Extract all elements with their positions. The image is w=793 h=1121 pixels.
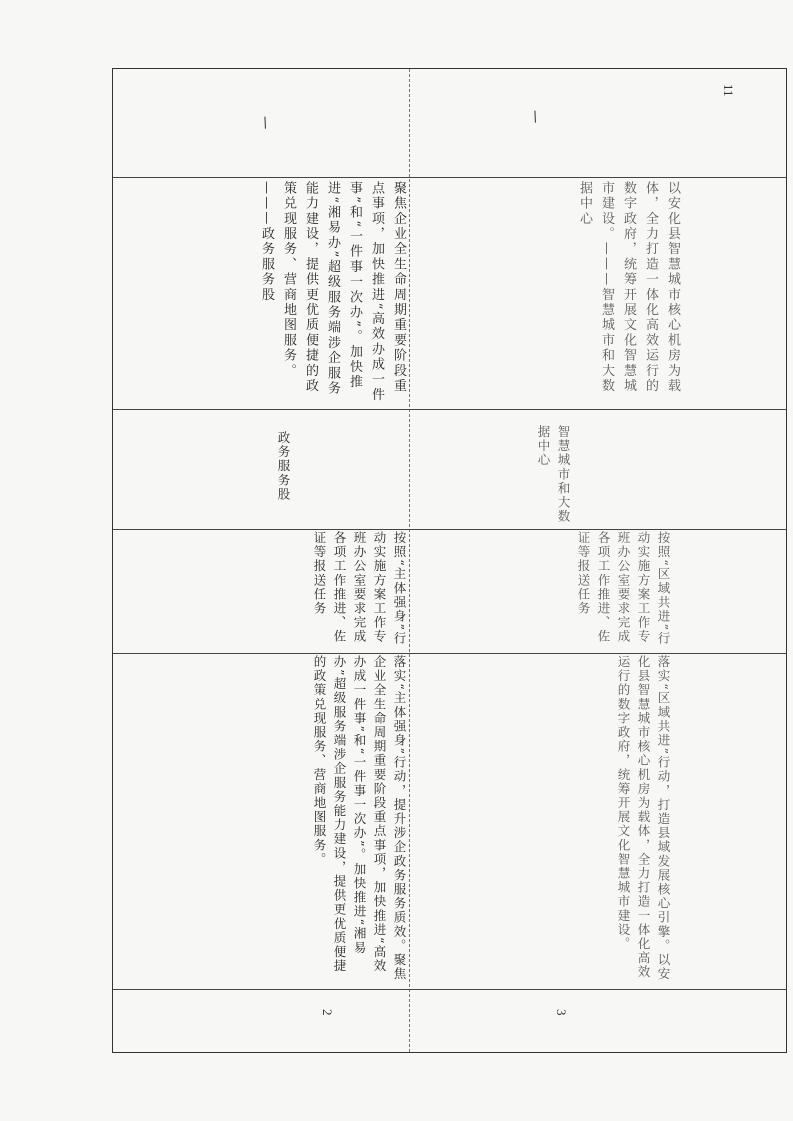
column-divider [113, 989, 786, 990]
row-3-detail: 以安化县智慧城市核心机房为载体，全力打造一体化高效运行的数字政府，统筹开展文化智慧城市建设。———智慧城市和大数据中心 [577, 181, 680, 394]
row-2-detail: 聚焦企业全生命周期重要阶段重点事项，加快推进“高效办成一件事”和“一件事一次办”。加快推进“湘易办”超级服务端涉企服务能力建设，提供更优质便捷的政策兑现服务、营商地图服务。———政务服务股 [259, 181, 406, 403]
row-3-note: / [530, 108, 541, 126]
column-divider [113, 177, 786, 178]
row-3-lead-unit: 智慧城市和大数据中心 [536, 425, 571, 524]
row-3-number: 3 [554, 1009, 569, 1016]
column-divider [113, 529, 786, 530]
column-divider [113, 653, 786, 654]
row-2-number: 2 [320, 1009, 335, 1016]
row-2-note: / [260, 114, 271, 132]
task-table [112, 68, 787, 1053]
row-3-measure: 按照“区域共进”行动实施方案工作专班办公室要求完成各项工作推进、佐证等报送任务 [576, 531, 671, 646]
page-number: 11 [721, 84, 736, 97]
row-divider [409, 69, 410, 1052]
row-2-lead-unit: 政务服务股 [276, 431, 291, 502]
column-divider [113, 409, 786, 410]
row-2-measure: 按照“主体强身”行动实施方案工作专班办公室要求完成各项工作推进、佐证等报送任务 [312, 531, 407, 646]
row-3-task: 落实“区域共进”行动，打造县域发展核心引擎。以安化县智慧城市核心机房为载体，全力打造一体化高效运行的数字政府，统筹开展文化智慧城市建设。 [616, 655, 671, 982]
row-2-task: 落实“主体强身”行动，提升涉企政务服务质效。聚焦企业全生命周期重要阶段重点事项，加快推进“高效办成一件事”和“一件事一次办”。加快推进“湘易办”超级服务端涉企服务能力建设，提供更优质便捷的政策兑现服务、营商地图服务。 [312, 655, 407, 982]
